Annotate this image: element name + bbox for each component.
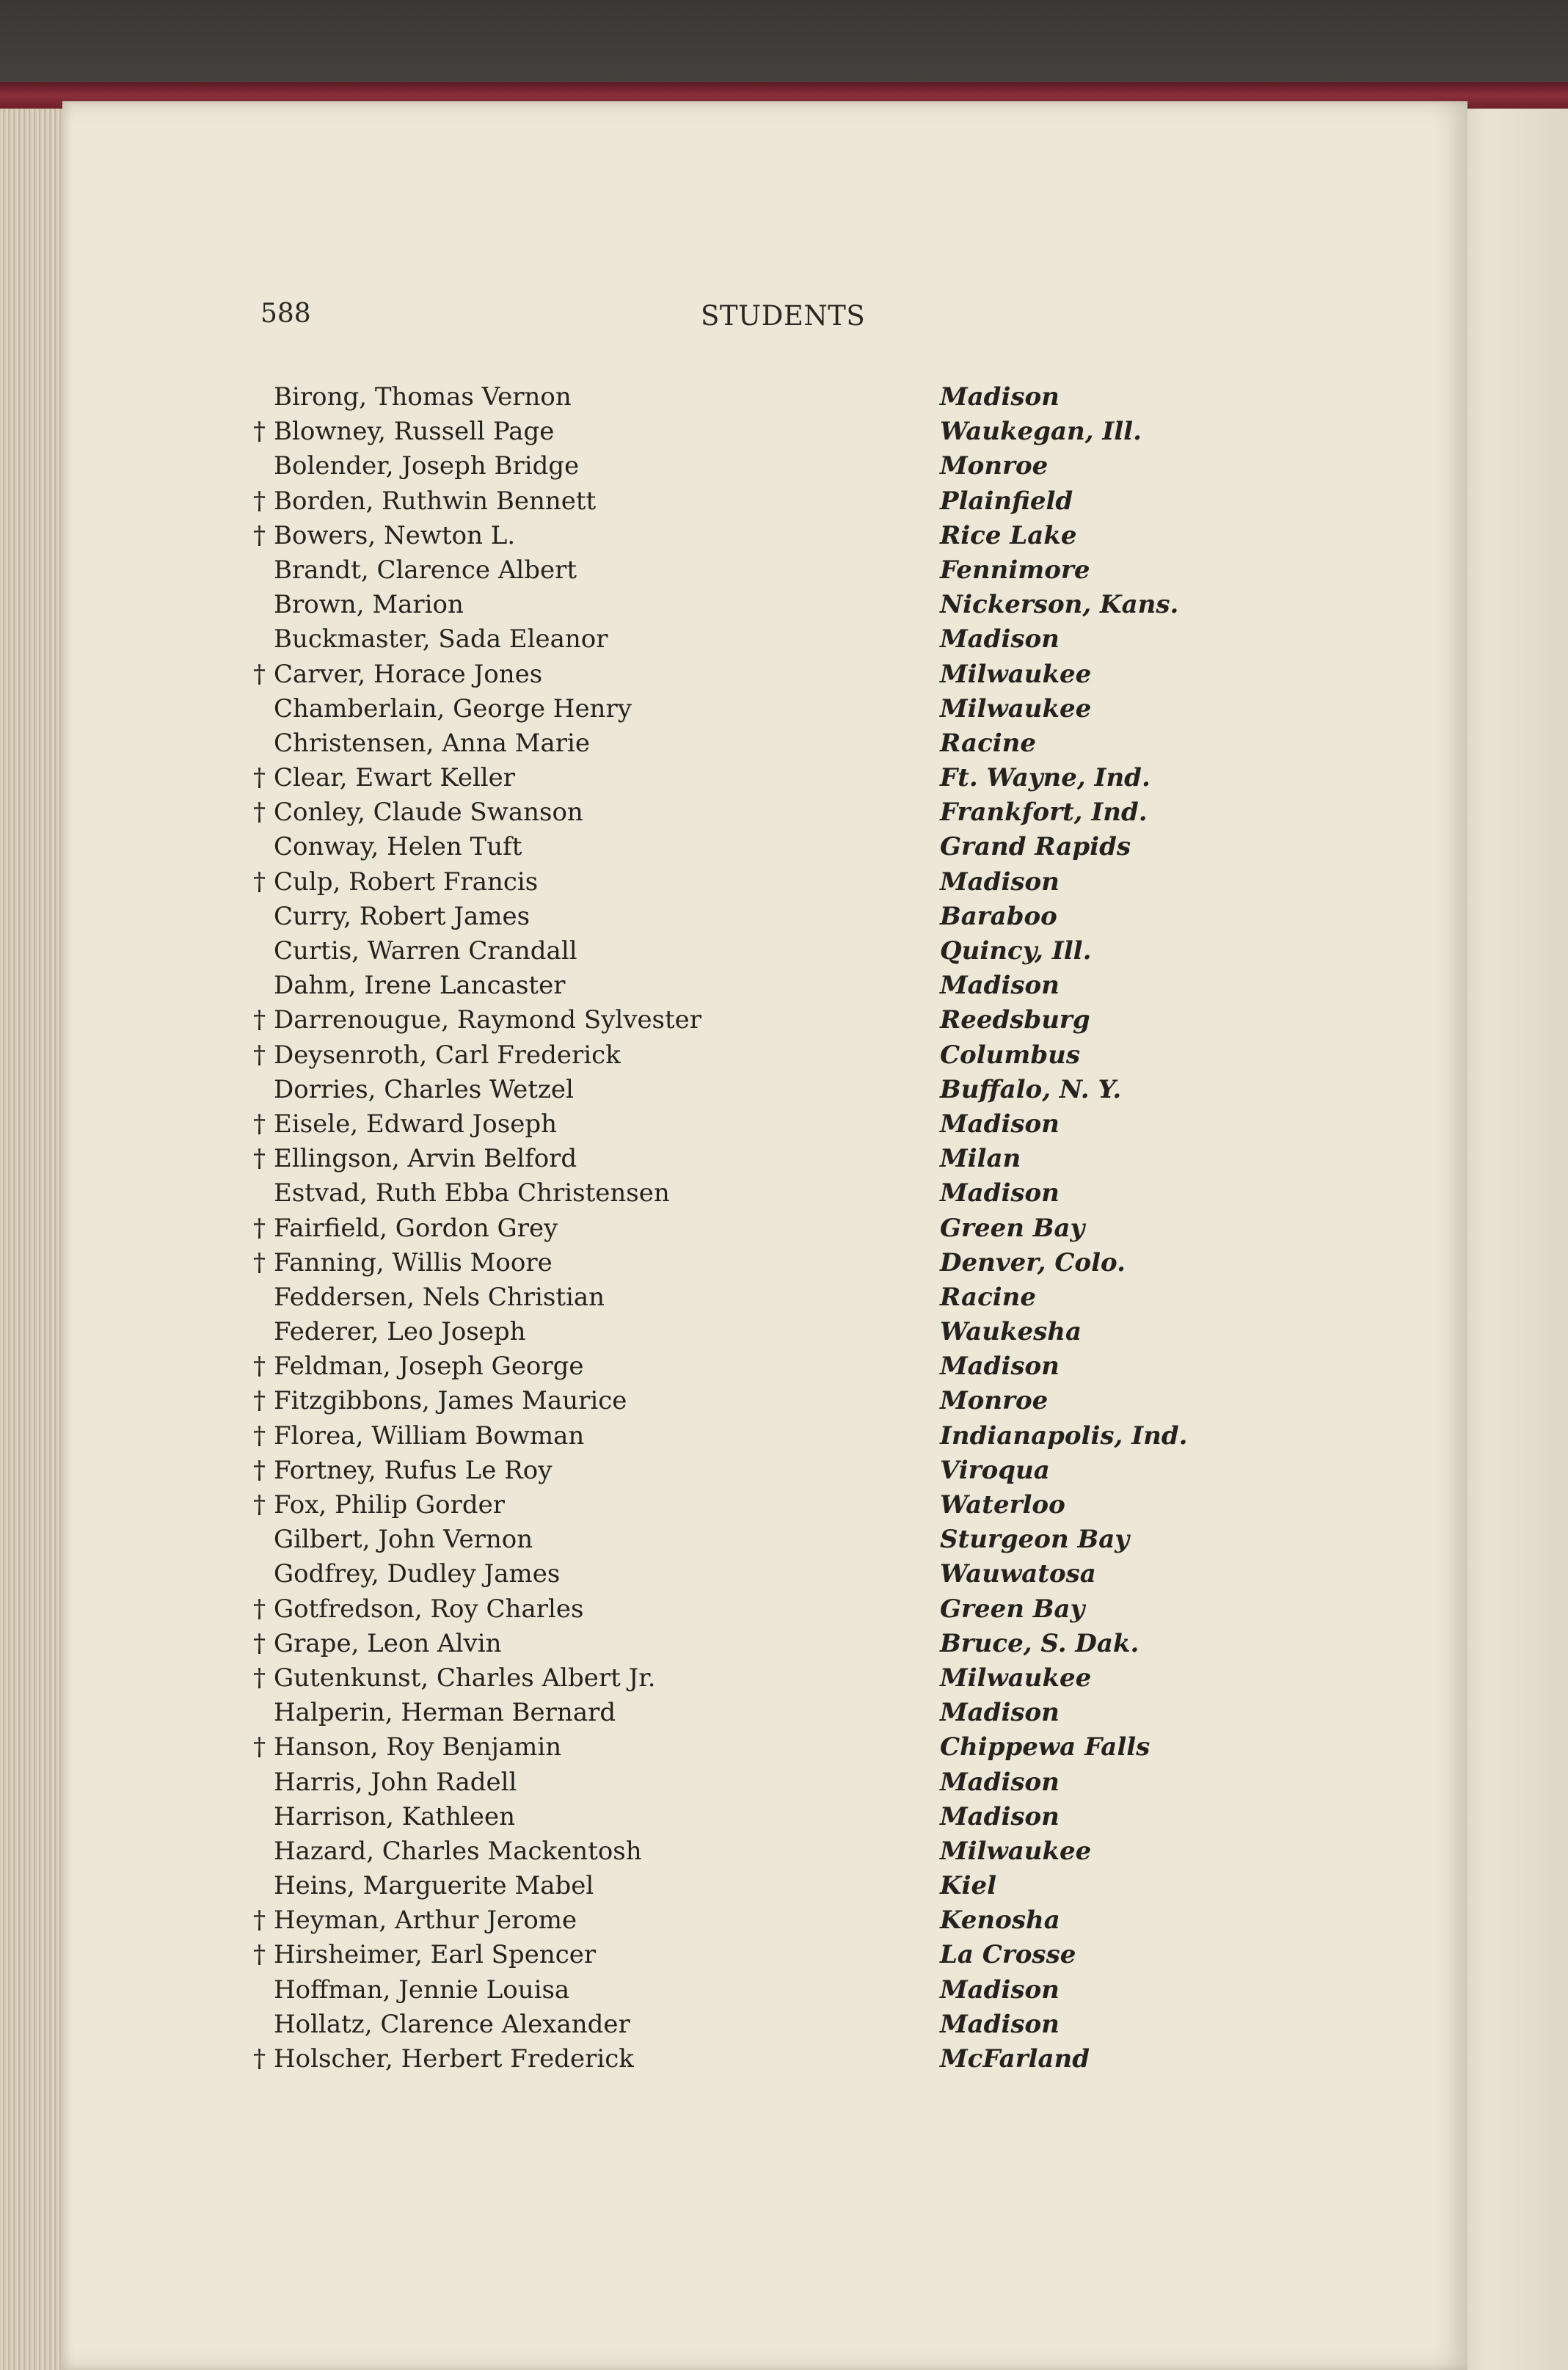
student-entry [253,1903,1229,1938]
student-name-cell [253,1003,701,1038]
student-entry [253,553,1229,588]
student-entry [253,1211,1229,1246]
student-name-cell [253,1315,526,1349]
student-hometown: Denver, Colo. [940,1247,1126,1277]
student-entry [253,1246,1229,1280]
student-name-cell [253,1973,569,2008]
student-hometown: Milwaukee [940,1836,1092,1866]
student-name-cell [253,761,515,795]
student-entry [253,1107,1229,1142]
student-entry [253,1557,1229,1591]
student-name-cell [253,1211,558,1246]
student-hometown: Waterloo [940,1490,1065,1520]
student-name: Dahm, Irene Lancaster [274,971,566,1001]
dagger-mark: † [253,1421,266,1451]
student-name: Curtis, Warren Crandall [274,936,577,966]
dagger-mark: † [253,798,266,828]
dagger-mark: † [253,867,266,897]
student-entry [253,588,1229,622]
student-entry [253,1834,1229,1869]
student-name: Gutenkunst, Charles Albert Jr. [274,1663,656,1693]
student-name-cell [253,1696,616,1730]
student-name-cell [253,380,572,415]
student-name: Darrenougue, Raymond Sylvester [274,1005,702,1035]
student-hometown: Buffalo, N. Y. [940,1074,1122,1104]
dagger-mark: † [253,1594,266,1624]
student-hometown: Milan [940,1144,1021,1174]
student-hometown: Monroe [940,451,1049,481]
dagger-mark: † [253,486,266,516]
student-entry [253,761,1229,795]
student-name: Harrison, Kathleen [274,1801,515,1831]
student-entry [253,934,1229,969]
student-name-cell [253,1419,584,1454]
student-name: Federer, Leo Joseph [274,1317,526,1347]
student-name-cell [253,519,515,553]
student-entry [253,484,1229,519]
student-name-cell [253,1834,642,1869]
student-entry [253,1384,1229,1418]
student-name-cell [253,1246,553,1280]
student-entry [253,692,1229,726]
student-name: Hollatz, Clarence Alexander [274,2009,630,2039]
student-name: Dorries, Charles Wetzel [274,1074,574,1104]
student-name: Fox, Philip Gorder [274,1490,505,1520]
student-hometown: Madison [940,1975,1060,2005]
student-entry [253,795,1229,830]
dagger-mark: † [253,1144,266,1174]
student-name-cell [253,969,565,1003]
running-head: STUDENTS [701,300,866,332]
student-name-cell [253,657,542,692]
student-hometown: Madison [940,971,1060,1001]
student-hometown: Viroqua [940,1455,1050,1485]
student-entry [253,1765,1229,1800]
dagger-mark: † [253,1386,266,1416]
student-hometown: Kenosha [940,1906,1060,1936]
student-name-cell [253,622,608,657]
dagger-mark: † [253,1490,266,1520]
student-name: Heyman, Arthur Jerome [274,1906,577,1936]
student-hometown: Madison [940,382,1060,412]
student-hometown: Waukegan, Ill. [940,417,1142,447]
student-hometown: La Crosse [940,1940,1076,1970]
student-name-cell [253,692,632,726]
student-entry [253,657,1229,692]
student-entry [253,1454,1229,1488]
student-name-cell [253,1107,557,1142]
student-entry [253,969,1229,1003]
student-hometown: Rice Lake [940,520,1077,550]
student-name-cell [253,1384,627,1418]
student-name-cell [253,2042,634,2077]
student-name-cell [253,1073,574,1107]
student-name: Bolender, Joseph Bridge [274,451,580,481]
student-name: Chamberlain, George Henry [274,693,632,723]
student-name-cell [253,553,577,588]
student-name: Conley, Claude Swanson [274,798,583,828]
student-hometown: Madison [940,867,1060,897]
student-name: Gilbert, John Vernon [274,1525,533,1555]
student-hometown: Reedsburg [940,1005,1090,1035]
student-entry [253,1800,1229,1834]
dagger-mark: † [253,1628,266,1658]
student-hometown: Green Bay [940,1213,1085,1243]
dagger-mark: † [253,520,266,550]
dagger-mark: † [253,1005,266,1035]
student-name: Hirsheimer, Earl Spencer [274,1940,597,1970]
student-name-cell [253,1523,533,1557]
student-entry [253,1869,1229,1903]
student-name-cell [253,1488,505,1523]
student-name: Borden, Ruthwin Bennett [274,486,597,516]
student-name: Holscher, Herbert Frederick [274,2044,634,2074]
page-number: 588 [260,299,311,329]
student-hometown: Racine [940,1282,1037,1312]
student-name: Carver, Horace Jones [274,659,543,689]
student-name: Gotfredson, Roy Charles [274,1594,584,1624]
student-hometown: Racine [940,728,1037,758]
student-entry [253,415,1229,449]
student-entry [253,449,1229,484]
student-name: Brown, Marion [274,590,464,620]
student-name: Conway, Helen Tuft [274,832,522,862]
student-hometown: Madison [940,1352,1060,1382]
student-name-cell [253,1869,594,1903]
student-entry [253,830,1229,864]
student-name: Curry, Robert James [274,901,530,931]
student-hometown: Milwaukee [940,659,1092,689]
student-entry [253,726,1229,761]
student-roster [253,380,1229,2077]
student-name: Bowers, Newton L. [274,520,516,550]
dagger-mark: † [253,1040,266,1070]
dagger-mark: † [253,1352,266,1382]
student-hometown: Madison [940,1801,1060,1831]
student-hometown: Sturgeon Bay [940,1525,1130,1555]
student-name-cell [253,865,538,900]
dagger-mark: † [253,1663,266,1693]
student-name-cell [253,1765,517,1800]
student-hometown: Monroe [940,1386,1049,1416]
student-entry [253,1038,1229,1073]
student-hometown: Columbus [940,1040,1080,1070]
student-entry [253,1142,1229,1176]
student-entry [253,1592,1229,1627]
student-name: Buckmaster, Sada Eleanor [274,624,608,655]
student-name-cell [253,1800,515,1834]
student-entry [253,2042,1229,2077]
student-name: Eisele, Edward Joseph [274,1109,557,1139]
student-entry [253,2008,1229,2042]
student-entry [253,380,1229,415]
student-hometown: Madison [940,1698,1060,1728]
student-name-cell [253,1557,560,1591]
student-name-cell [253,1349,584,1384]
student-name: Culp, Robert Francis [274,867,539,897]
student-name: Harris, John Radell [274,1767,517,1797]
student-entry [253,1280,1229,1315]
student-name: Birong, Thomas Vernon [274,382,572,412]
student-hometown: Kiel [940,1871,997,1901]
student-hometown: Chippewa Falls [940,1732,1151,1762]
page-stack-edges [0,103,70,2370]
student-name: Blowney, Russell Page [274,417,555,447]
student-entry [253,1349,1229,1384]
student-name: Heins, Marguerite Mabel [274,1871,594,1901]
student-hometown: Quincy, Ill. [940,936,1092,966]
student-name: Hanson, Roy Benjamin [274,1732,562,1762]
student-name: Christensen, Anna Marie [274,728,591,758]
student-name-cell [253,449,579,484]
student-entry [253,1419,1229,1454]
student-hometown: Milwaukee [940,1663,1092,1693]
student-name-cell [253,1038,621,1073]
student-name-cell [253,900,530,934]
student-entry [253,1938,1229,1972]
student-entry [253,519,1229,553]
student-name-cell [253,1454,552,1488]
student-name-cell [253,1938,596,1972]
dagger-mark: † [253,1213,266,1243]
student-name-cell [253,1592,583,1627]
student-hometown: Baraboo [940,901,1057,931]
dagger-mark: † [253,659,266,689]
dagger-mark: † [253,1906,266,1936]
student-name: Hoffman, Jennie Louisa [274,1975,570,2005]
student-hometown: Frankfort, Ind. [940,798,1148,828]
student-entry [253,900,1229,934]
student-entry [253,1176,1229,1211]
student-hometown: Madison [940,624,1060,655]
student-name-cell [253,1280,605,1315]
student-entry [253,1661,1229,1696]
student-name-cell [253,588,464,622]
student-name-cell [253,1730,561,1765]
student-name-cell [253,1903,577,1938]
student-name: Godfrey, Dudley James [274,1559,561,1589]
student-hometown: Fennimore [940,555,1090,585]
student-entry [253,1973,1229,2008]
dagger-mark: † [253,1109,266,1139]
student-name: Fanning, Willis Moore [274,1247,553,1277]
student-name: Estvad, Ruth Ebba Christensen [274,1178,670,1208]
student-name-cell [253,1142,577,1176]
student-hometown: Milwaukee [940,693,1092,723]
student-entry [253,1003,1229,1038]
student-hometown: Plainfield [940,486,1073,516]
student-name: Halperin, Herman Bernard [274,1698,616,1728]
student-hometown: Madison [940,1109,1060,1139]
student-name: Grape, Leon Alvin [274,1628,502,1658]
student-name: Fortney, Rufus Le Roy [274,1455,553,1485]
student-name: Feldman, Joseph George [274,1352,584,1382]
student-entry [253,1730,1229,1765]
student-entry [253,1523,1229,1557]
student-name: Clear, Ewart Keller [274,763,516,793]
student-entry [253,622,1229,657]
student-hometown: Nickerson, Kans. [940,590,1179,620]
student-name: Fairfield, Gordon Grey [274,1213,558,1243]
student-name: Fitzgibbons, James Maurice [274,1386,627,1416]
student-name-cell [253,484,596,519]
student-hometown: Indianapolis, Ind. [940,1421,1188,1451]
student-name-cell [253,795,583,830]
student-hometown: Waukesha [940,1317,1082,1347]
student-name-cell [253,1176,670,1211]
student-hometown: Wauwatosa [940,1559,1096,1589]
student-name-cell [253,830,522,864]
student-name: Hazard, Charles Mackentosh [274,1836,642,1866]
student-name: Florea, William Bowman [274,1421,585,1451]
student-hometown: Madison [940,1767,1060,1797]
dagger-mark: † [253,417,266,447]
student-hometown: Grand Rapids [940,832,1131,862]
dagger-mark: † [253,763,266,793]
student-name-cell [253,726,590,761]
student-name: Deysenroth, Carl Frederick [274,1040,621,1070]
student-entry [253,1696,1229,1730]
student-hometown: Bruce, S. Dak. [940,1628,1139,1658]
student-entry [253,1488,1229,1523]
student-name: Brandt, Clarence Albert [274,555,577,585]
student-name-cell [253,415,554,449]
student-name: Ellingson, Arvin Belford [274,1144,577,1174]
student-entry [253,1627,1229,1661]
student-entry [253,865,1229,900]
student-hometown: Ft. Wayne, Ind. [940,763,1151,793]
student-entry [253,1073,1229,1107]
student-name-cell [253,1661,656,1696]
student-name-cell [253,1627,501,1661]
dagger-mark: † [253,1732,266,1762]
student-name: Feddersen, Nels Christian [274,1282,605,1312]
student-hometown: Green Bay [940,1594,1085,1624]
dagger-mark: † [253,2044,266,2074]
dagger-mark: † [253,1940,266,1970]
student-name-cell [253,2008,630,2042]
dagger-mark: † [253,1455,266,1485]
student-entry [253,1315,1229,1349]
student-hometown: Madison [940,1178,1060,1208]
student-name-cell [253,934,577,969]
dagger-mark: † [253,1247,266,1277]
student-hometown: Madison [940,2009,1060,2039]
student-hometown: McFarland [940,2044,1090,2074]
